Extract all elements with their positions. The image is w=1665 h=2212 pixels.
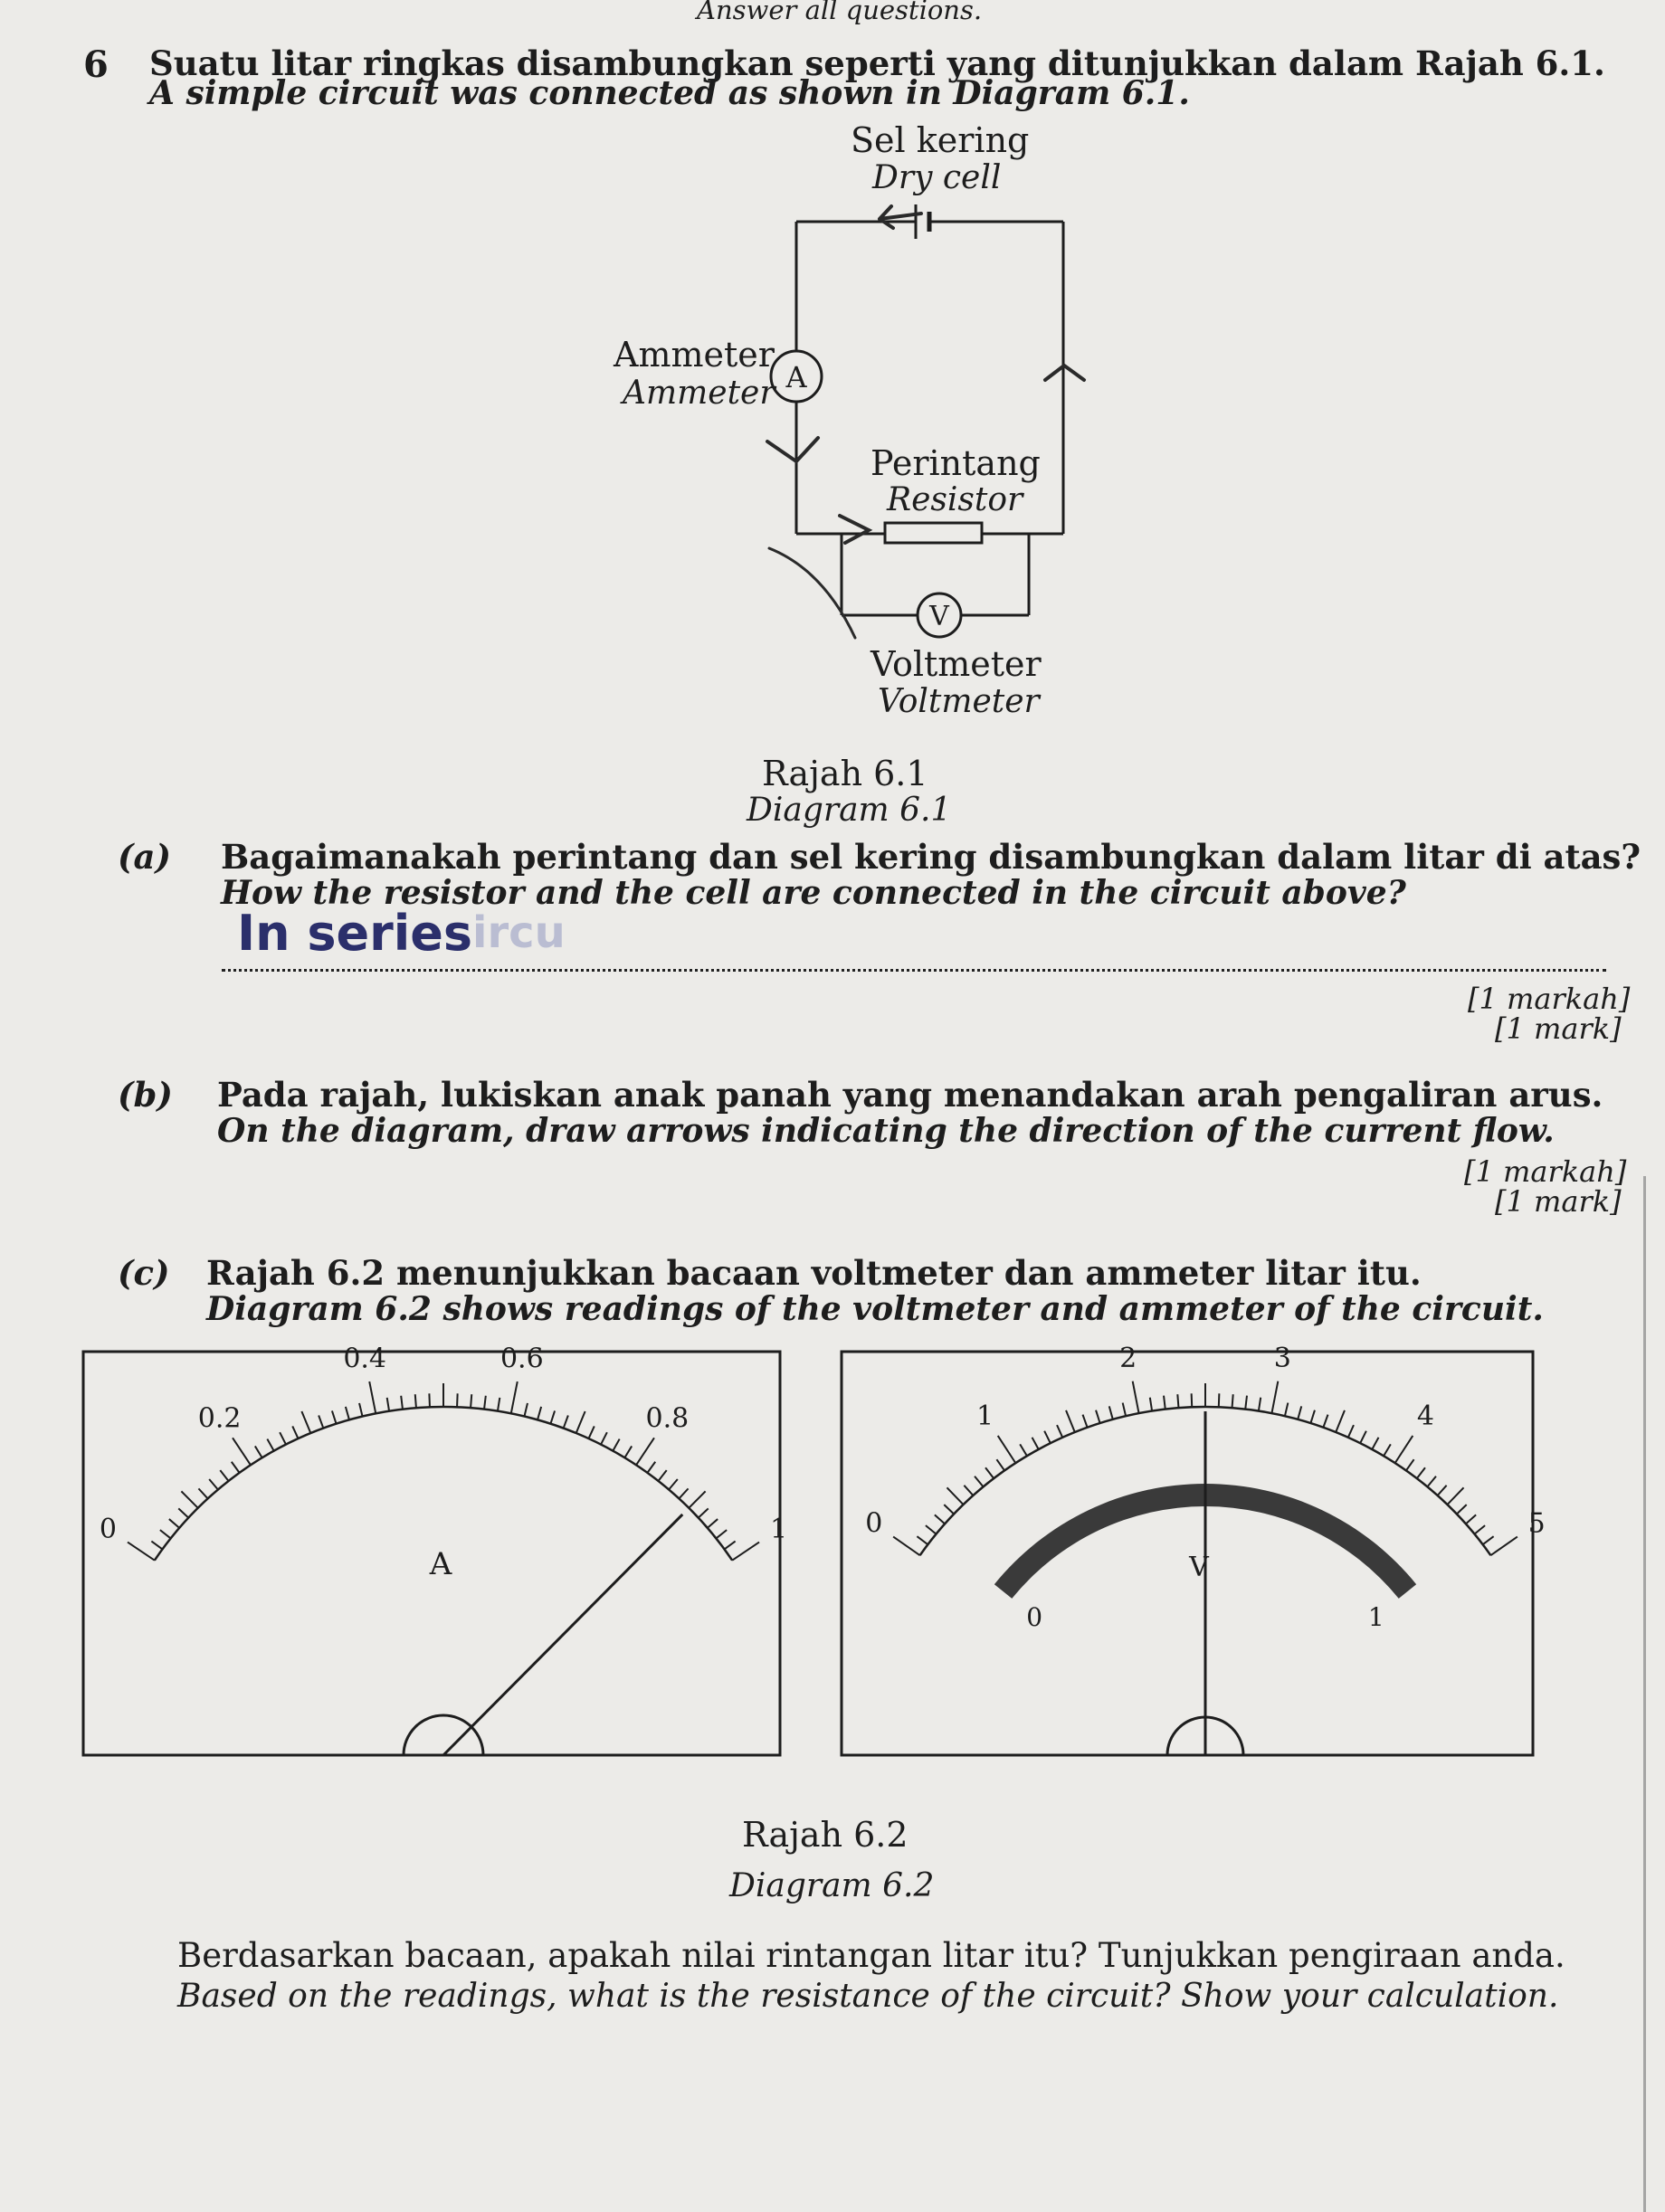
ammeter-label-ms: Ammeter (614, 335, 775, 375)
voltmeter-tick (1417, 1467, 1425, 1478)
ammeter-tick (732, 1543, 759, 1561)
voltmeter-tick (1164, 1396, 1166, 1410)
part-b-marks-en: [1 mark] (1495, 1184, 1622, 1219)
ammeter-tick (369, 1381, 376, 1413)
voltmeter-tick (1245, 1396, 1247, 1410)
ammeter-tick (280, 1432, 286, 1444)
voltmeter-label-ms: Voltmeter (871, 644, 1042, 684)
voltmeter-symbol-letter: V (929, 601, 949, 632)
ammeter-tick (128, 1543, 155, 1561)
part-c-question-ms: Rajah 6.2 menunjukkan bacaan voltmeter dan ammeter litar itu. (206, 1253, 1422, 1293)
ammeter-tick (689, 1491, 705, 1507)
question-stem-en: A simple circuit was connected as shown in Diagram 6.1. (149, 74, 1190, 112)
diagram-6-2-caption-ms: Rajah 6.2 (742, 1815, 909, 1855)
hand-arrow-bottom-icon (840, 516, 869, 543)
voltmeter-tick (1232, 1394, 1233, 1408)
hand-arrow-left-icon (767, 438, 818, 461)
ammeter-tick (181, 1491, 197, 1507)
part-c-label: (c) (118, 1253, 170, 1293)
voltmeter-tick-label: 3 (1273, 1343, 1291, 1375)
voltmeter-tick (1336, 1410, 1345, 1432)
voltmeter-tick (1372, 1438, 1378, 1449)
ammeter-tick-label: 0 (99, 1514, 117, 1546)
voltmeter-tick (1066, 1410, 1075, 1432)
ammeter-tick-label: 0.6 (500, 1343, 544, 1375)
voltmeter-tick (1150, 1398, 1152, 1411)
page-edge (1643, 1176, 1646, 2212)
ammeter-tick (160, 1530, 171, 1538)
ammeter-tick (538, 1407, 541, 1419)
part-b-marks-ms: [1 markah] (1464, 1154, 1627, 1189)
ammeter-tick (209, 1479, 218, 1489)
ammeter-tick (636, 1438, 654, 1465)
part-a-question-en: How the resistor and the cell are connected in the circuit above? (221, 874, 1406, 912)
ammeter-symbol-letter: A (785, 360, 807, 394)
voltmeter-tick (1447, 1487, 1463, 1505)
ammeter-tick (658, 1470, 666, 1481)
ammeter-tick (624, 1446, 632, 1457)
ammeter-tick (564, 1416, 568, 1429)
ammeter-tick (511, 1381, 518, 1413)
part-a-label: (a) (118, 837, 171, 877)
voltmeter-unit-label: V (1189, 1552, 1209, 1583)
voltmeter-label-en: Voltmeter (878, 683, 1040, 720)
voltmeter-tick (998, 1436, 1016, 1463)
ammeter-tick-label: 0.8 (645, 1402, 690, 1435)
voltmeter-tick (1219, 1393, 1220, 1407)
ammeter-tick (699, 1508, 709, 1517)
voltmeter-tick (1133, 1381, 1139, 1413)
voltmeter-tick-label: 4 (1416, 1400, 1435, 1433)
ammeter-tick (457, 1393, 458, 1407)
diagram-6-1-caption-en: Diagram 6.1 (747, 792, 952, 829)
part-a-answer-faded: ircu (472, 907, 566, 958)
ammeter-tick-label: 1 (770, 1514, 788, 1546)
voltmeter-tick (1323, 1415, 1327, 1428)
voltmeter-tick (1298, 1406, 1301, 1419)
ammeter-tick (301, 1411, 310, 1433)
voltmeter-tick (1384, 1444, 1391, 1456)
voltmeter-tick (1438, 1486, 1447, 1495)
voltmeter-tick (1427, 1476, 1436, 1487)
voltmeter-tick (964, 1486, 973, 1495)
voltmeter-tick (1096, 1410, 1100, 1423)
ammeter-tick (429, 1393, 430, 1407)
voltmeter-tick (947, 1487, 963, 1505)
ammeter-tick (708, 1519, 718, 1528)
voltmeter-inner-tick-label: 0 (1026, 1602, 1043, 1633)
part-a-answer-line[interactable] (222, 969, 1606, 972)
dry-cell-label-ms: Sel kering (851, 120, 1030, 160)
voltmeter-tick (1192, 1393, 1193, 1407)
ammeter-scale-labels (100, 1343, 787, 1546)
ammeter-tick (401, 1396, 403, 1410)
part-a-answer: In series (237, 905, 473, 962)
ammeter-tick (255, 1446, 262, 1457)
part-b-label: (b) (118, 1075, 173, 1115)
diagram-6-2-caption-en: Diagram 6.2 (729, 1867, 935, 1904)
circuit-diagram (0, 0, 1665, 814)
ammeter-tick (589, 1426, 595, 1438)
voltmeter-tick (935, 1514, 945, 1524)
voltmeter-tick (944, 1505, 954, 1514)
diagram-6-1-caption-ms: Rajah 6.1 (762, 754, 928, 793)
voltmeter-tick (1259, 1398, 1261, 1411)
ammeter-tick (669, 1479, 678, 1489)
part-b-question-en: On the diagram, draw arrows indicating the direction of the current flow. (217, 1112, 1555, 1150)
voltmeter-tick (1032, 1438, 1039, 1449)
part-c-follow-ms: Berdasarkan bacaan, apakah nilai rintangan litar itu? Tunjukkan pengiraan anda. (177, 1936, 1565, 1975)
ammeter-tick (220, 1470, 228, 1481)
ammeter-tick (233, 1438, 251, 1465)
ammeter-tick (292, 1426, 298, 1438)
ammeter-tick (576, 1411, 585, 1433)
voltmeter-tick (1348, 1425, 1354, 1438)
ammeter-tick (359, 1403, 362, 1417)
question-number: 6 (83, 43, 109, 86)
voltmeter-tick (1395, 1436, 1413, 1463)
ammeter-tick (319, 1416, 323, 1429)
voltmeter-tick (1457, 1505, 1467, 1514)
part-a-question-ms: Bagaimanakah perintang dan sel kering disambungkan dalam litar di atas? (221, 837, 1641, 877)
voltmeter-inner-tick-label: 1 (1367, 1602, 1384, 1633)
ammeter-tick (169, 1519, 179, 1528)
voltmeter-tick (926, 1525, 937, 1534)
voltmeter-tick (1044, 1431, 1051, 1443)
ammeter-tick (415, 1394, 416, 1408)
ammeter-tick (151, 1542, 162, 1550)
voltmeter-tick (1285, 1403, 1288, 1417)
voltmeter-tick (893, 1537, 919, 1556)
voltmeter-tick (985, 1467, 994, 1478)
ammeter-label-en: Ammeter (623, 375, 775, 412)
voltmeter-tick (1109, 1406, 1113, 1419)
voltmeter-tick (1271, 1381, 1278, 1413)
voltmeter-tick (1057, 1425, 1062, 1438)
voltmeter-tick (1310, 1410, 1315, 1423)
ammeter-needle (443, 1514, 682, 1755)
voltmeter-tick-label: 1 (975, 1400, 994, 1433)
question-stem-ms: Suatu litar ringkas disambungkan seperti yang ditunjukkan dalam Rajah 6.1. (149, 43, 1605, 83)
voltmeter-tick (1020, 1444, 1027, 1456)
voltmeter-tick (1123, 1403, 1126, 1417)
ammeter-tick (387, 1398, 389, 1411)
meters-diagram (0, 1330, 1665, 1837)
ammeter-tick-label: 0.4 (343, 1343, 387, 1375)
ammeter-tick-label: 0.2 (197, 1402, 242, 1435)
voltmeter-tick (917, 1536, 928, 1544)
ammeter-tick (679, 1488, 688, 1498)
ammeter-tick (232, 1462, 240, 1473)
ammeter-tick (647, 1462, 655, 1473)
voltmeter-tick (1475, 1525, 1486, 1534)
voltmeter-tick-label: 5 (1527, 1507, 1546, 1540)
ammeter-unit-label: A (429, 1546, 452, 1582)
ammeter-tick (484, 1396, 486, 1410)
ammeter-tick (601, 1432, 607, 1444)
ammeter-tick (178, 1508, 188, 1517)
voltmeter-tick (1483, 1536, 1494, 1544)
ammeter-tick (267, 1439, 273, 1451)
ammeter-tick (198, 1488, 207, 1498)
voltmeter-tick-label: 0 (865, 1507, 883, 1540)
dry-cell-label-en: Dry cell (872, 159, 1002, 196)
ammeter-tick (550, 1410, 555, 1423)
resistor-label-en: Resistor (887, 481, 1023, 518)
voltmeter-tick (1406, 1459, 1414, 1470)
ammeter-tick (346, 1407, 349, 1419)
ammeter-tick (524, 1403, 527, 1417)
ammeter-tick (613, 1439, 619, 1451)
resistor-symbol (885, 523, 982, 543)
part-b-question-ms: Pada rajah, lukiskan anak panah yang menandakan arah pengaliran arus. (217, 1075, 1603, 1115)
instruction-header: Answer all questions. (697, 0, 983, 25)
voltmeter-tick (996, 1459, 1004, 1470)
voltmeter-tick (1490, 1537, 1517, 1556)
voltmeter-tick (1466, 1514, 1476, 1524)
voltmeter-tick (1177, 1394, 1178, 1408)
part-c-follow-en: Based on the readings, what is the resistance of the circuit? Show your calculation. (177, 1978, 1559, 2015)
voltmeter-tick (975, 1476, 984, 1487)
voltmeter-tick-label: 2 (1119, 1343, 1137, 1375)
part-c-question-en: Diagram 6.2 shows readings of the voltmeter and ammeter of the circuit. (206, 1290, 1544, 1328)
ammeter-tick (332, 1410, 337, 1423)
resistor-label-ms: Perintang (871, 443, 1041, 483)
voltmeter-tick (1360, 1431, 1366, 1443)
ammeter-pivot (404, 1715, 483, 1755)
ammeter-tick (716, 1530, 727, 1538)
voltmeter-tick (1083, 1415, 1088, 1428)
part-a-marks-en: [1 mark] (1495, 1011, 1622, 1046)
ammeter-tick (725, 1542, 736, 1550)
ammeter-tick (498, 1398, 500, 1411)
part-a-marks-ms: [1 markah] (1468, 982, 1631, 1016)
